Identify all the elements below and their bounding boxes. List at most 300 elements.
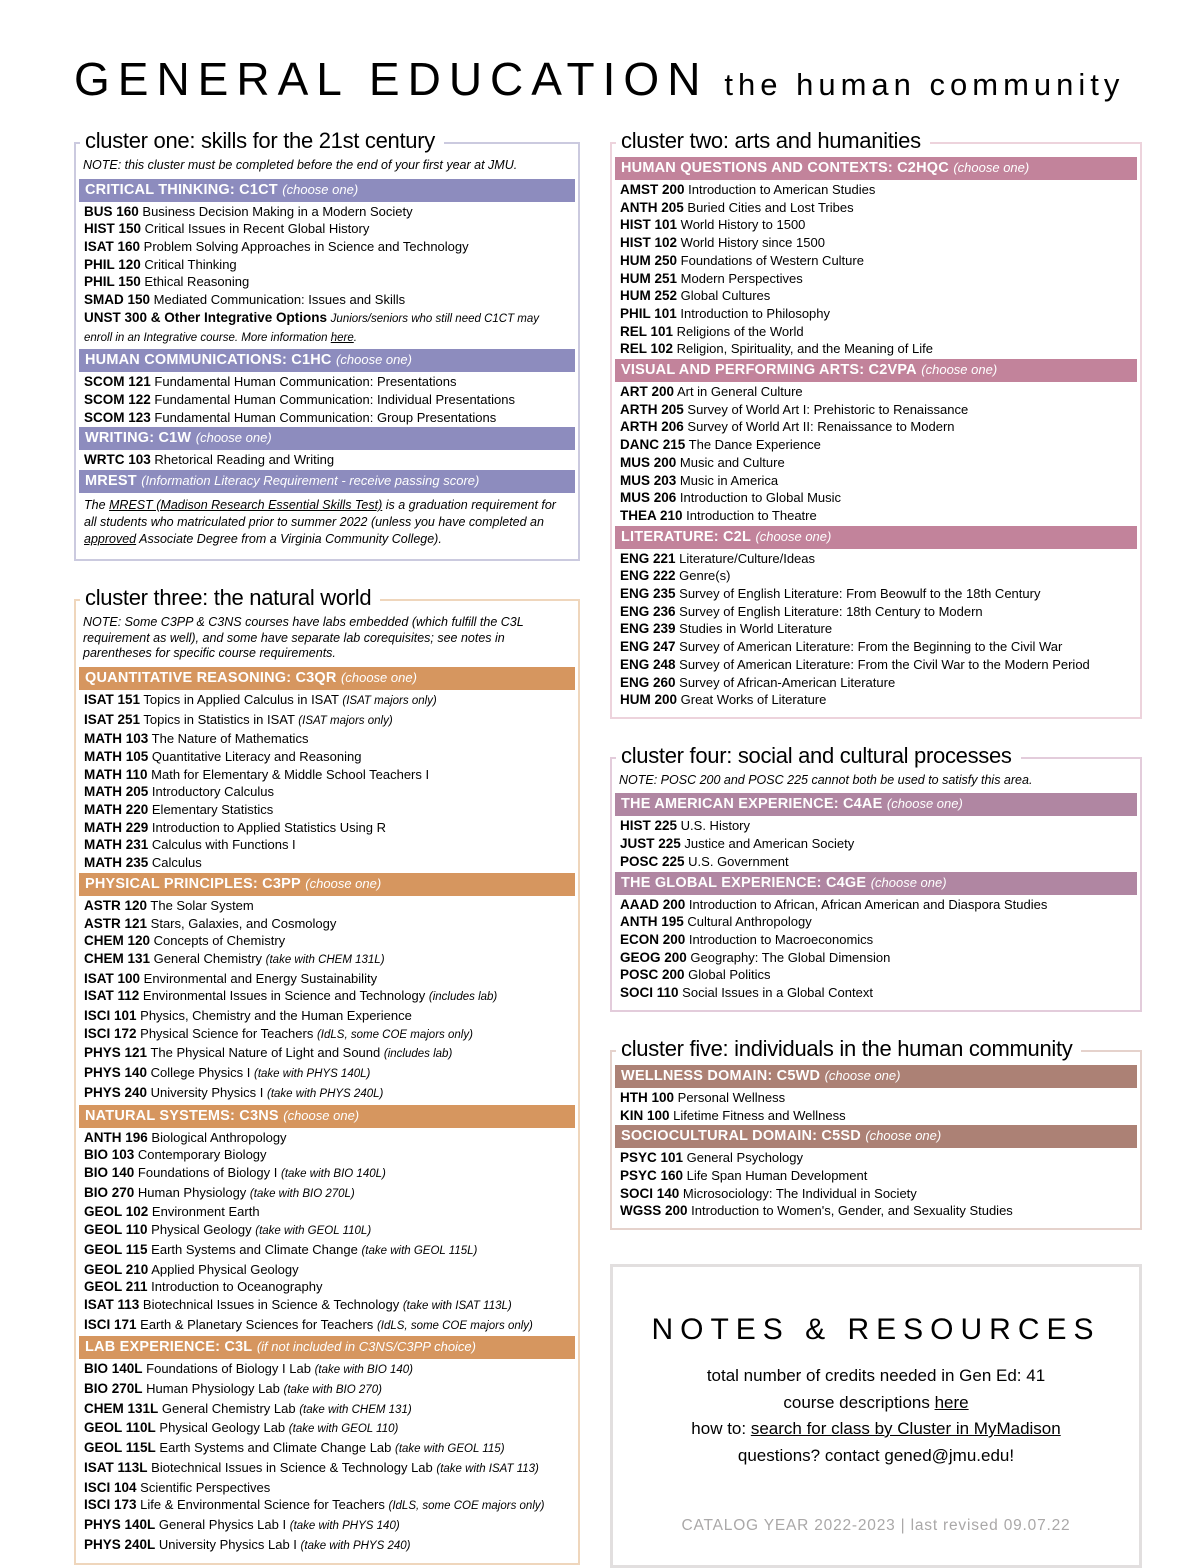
section-header-c1hc — [79, 349, 575, 372]
course-title: Literature/Culture/Ideas — [679, 550, 816, 566]
course-code: JUST 225 — [620, 836, 681, 852]
course-title: Physical Geology — [151, 1222, 252, 1238]
course-title: Introduction to American Studies — [688, 182, 876, 197]
course-title: Genre(s) — [679, 568, 731, 584]
course-code: GEOG 200 — [620, 949, 687, 965]
course-qualifier: (take with ISAT 113) — [436, 1462, 539, 1475]
course-title: Religions of the World — [676, 323, 804, 339]
course-code: GEOL 115 — [84, 1241, 148, 1257]
course-title: The Dance Experience — [688, 437, 821, 453]
notes-link[interactable]: search for class by Cluster in MyMadison — [750, 1419, 1061, 1439]
section-qualifier: (choose one) — [755, 528, 832, 544]
course-title: Math for Elementary & Middle School Teachers I — [151, 766, 430, 782]
section-header-c5sd — [615, 1125, 1137, 1148]
course-title: U.S. History — [680, 818, 750, 834]
course-code: PHYS 240 — [84, 1084, 148, 1100]
course-qualifier: (includes lab) — [428, 991, 498, 1004]
cluster-note: NOTE: Some C3PP & C3NS courses have labs embedded (which fulfill the C3L requirement as well), and some have separate lab corequisites; see notes in parentheses for specific course requirements. — [83, 615, 524, 661]
course-row — [79, 1278, 575, 1296]
course-code: MUS 206 — [620, 490, 677, 506]
course-code: POSC 225 — [620, 853, 685, 869]
course-row — [79, 711, 575, 731]
course-code: ARTH 206 — [620, 419, 684, 435]
course-title: Survey of World Art I: Prehistoric to Renaissance — [687, 401, 969, 417]
catalog-footer: CATALOG YEAR 2022-2023 | last revised 09.07.22 — [681, 1517, 1071, 1535]
cluster-two — [610, 128, 1142, 719]
course-code: MATH 235 — [84, 855, 149, 871]
course-code: AAAD 200 — [620, 896, 686, 912]
course-title: Buried Cities and Lost Tribes — [687, 199, 854, 215]
course-code: ART 200 — [620, 384, 675, 400]
course-row — [79, 291, 575, 309]
course-row — [79, 897, 575, 915]
course-code: HIST 102 — [620, 235, 678, 251]
course-qualifier: (take with BIO 270) — [283, 1384, 382, 1397]
course-title: Human Physiology — [137, 1184, 247, 1200]
course-row — [79, 203, 575, 221]
course-qualifier: Juniors/seniors who still need C1CT may enroll in an Integrative course. More information — [84, 312, 540, 345]
paragraph-link[interactable]: approved — [84, 531, 137, 546]
course-title: Introduction to Global Music — [679, 490, 842, 506]
course-title: General Chemistry Lab — [161, 1400, 296, 1416]
course-title: Ethical Reasoning — [144, 274, 250, 290]
course-title: Physical Geology Lab — [159, 1420, 286, 1436]
cluster-title: cluster four: social and cultural processes — [616, 743, 1021, 769]
course-title: Business Decision Making in a Modern Society — [142, 203, 413, 219]
course-code: PSYC 101 — [620, 1150, 684, 1166]
course-code: GEOL 115L — [84, 1440, 156, 1456]
course-code: ISAT 112 — [84, 988, 140, 1004]
course-title: Human Physiology Lab — [146, 1381, 280, 1397]
course-row — [615, 181, 1137, 199]
paragraph-link[interactable]: MREST (Madison Research Essential Skills Test) — [109, 497, 383, 512]
course-row — [615, 1107, 1137, 1125]
section-qualifier: (choose one) — [305, 875, 382, 891]
course-code: HIST 225 — [620, 818, 678, 834]
course-title: Microsociology: The Individual in Society — [682, 1185, 917, 1201]
course-title: Personal Wellness — [677, 1089, 786, 1105]
course-qualifier: (IdLS, some COE majors only) — [376, 1319, 533, 1332]
course-qualifier: (take with CHEM 131) — [299, 1403, 412, 1416]
notes-line — [631, 1390, 1121, 1417]
course-title: Religion, Spirituality, and the Meaning of Life — [676, 341, 933, 357]
course-title: Life & Environmental Science for Teachers — [140, 1497, 385, 1513]
course-row — [79, 256, 575, 274]
course-title: Topics in Statistics in ISAT — [143, 711, 295, 727]
course-qualifier: (ISAT majors only) — [298, 714, 393, 727]
course-row — [79, 854, 575, 872]
notes-line — [631, 1443, 1121, 1470]
course-title: Contemporary Biology — [137, 1147, 267, 1163]
course-code: BIO 270 — [84, 1184, 135, 1200]
course-code: PHYS 121 — [84, 1045, 148, 1061]
course-code: ISAT 100 — [84, 970, 141, 986]
left-column — [74, 128, 580, 1565]
course-row — [615, 1185, 1137, 1203]
course-title: Earth Systems and Climate Change — [151, 1241, 358, 1257]
course-row — [79, 1380, 575, 1400]
course-title: Biotechnical Issues in Science & Technology — [142, 1296, 400, 1312]
section-heading: WELLNESS DOMAIN: C5WD — [621, 1067, 821, 1084]
course-title: Introduction to Philosophy — [680, 305, 831, 321]
course-title: Music in America — [679, 472, 779, 488]
course-row — [79, 391, 575, 409]
section-heading: NATURAL SYSTEMS: C3NS — [85, 1107, 279, 1124]
course-title: Stars, Galaxies, and Cosmology — [150, 915, 337, 931]
course-title: Earth & Planetary Sciences for Teachers — [140, 1316, 374, 1332]
course-code: ISAT 113 — [84, 1296, 140, 1312]
course-row — [79, 1419, 575, 1439]
course-row — [79, 1221, 575, 1241]
course-code: PHIL 150 — [84, 274, 141, 290]
course-row — [79, 1129, 575, 1147]
course-code: BIO 140L — [84, 1361, 143, 1377]
course-code: PHYS 240L — [84, 1536, 156, 1552]
course-row — [615, 984, 1137, 1002]
course-row — [615, 550, 1137, 568]
cluster-title: cluster five: individuals in the human community — [616, 1036, 1081, 1062]
course-row — [79, 451, 575, 469]
course-title: Environmental and Energy Sustainability — [143, 970, 378, 986]
course-code: HUM 252 — [620, 288, 678, 304]
course-qualifier: (ISAT majors only) — [342, 694, 437, 707]
course-title: Global Politics — [688, 967, 771, 983]
course-code: HUM 250 — [620, 252, 678, 268]
course-row — [79, 220, 575, 238]
course-title: University Physics Lab I — [158, 1536, 297, 1552]
course-title: College Physics I — [150, 1065, 251, 1081]
course-qualifier: (take with CHEM 131L) — [265, 953, 385, 966]
course-qualifier: (take with GEOL 110) — [288, 1423, 399, 1436]
course-title: Foundations of Biology I Lab — [146, 1361, 311, 1377]
cluster-note: NOTE: this cluster must be completed before the end of your first year at JMU. — [83, 158, 518, 172]
course-title: Problem Solving Approaches in Science and Technology — [143, 238, 469, 254]
course-row — [79, 1439, 575, 1459]
course-row — [615, 216, 1137, 234]
course-code: ASTR 120 — [84, 897, 148, 913]
course-title: Fundamental Human Communication: Group Presentations — [154, 409, 497, 425]
course-title: Physics, Chemistry and the Human Experience — [140, 1008, 412, 1024]
course-title: Earth Systems and Climate Change Lab — [159, 1440, 392, 1456]
course-qualifier: . — [353, 332, 357, 345]
course-row — [79, 819, 575, 837]
course-row — [79, 373, 575, 391]
section-qualifier: (choose one) — [921, 362, 998, 378]
course-title: Topics in Applied Calculus in ISAT — [143, 691, 339, 707]
section-heading: HUMAN QUESTIONS AND CONTEXTS: C2HQC — [621, 160, 949, 176]
course-title: Introduction to Theatre — [686, 507, 817, 523]
course-row — [615, 835, 1137, 853]
course-row — [615, 691, 1137, 709]
course-title: Social Issues in a Global Context — [682, 985, 873, 1001]
course-row — [79, 1360, 575, 1380]
course-title: Scientific Perspectives — [140, 1479, 271, 1495]
course-title: Biological Anthropology — [151, 1129, 287, 1145]
course-row — [615, 656, 1137, 674]
course-title: Applied Physical Geology — [151, 1261, 299, 1277]
course-title: Introduction to Oceanography — [151, 1279, 323, 1295]
course-code: WGSS 200 — [620, 1203, 688, 1219]
course-row — [79, 1536, 575, 1556]
course-title: World History to 1500 — [680, 217, 806, 233]
course-code: BIO 270L — [84, 1381, 143, 1397]
course-row — [79, 1400, 575, 1420]
course-code: MUS 203 — [620, 472, 677, 488]
course-title: Critical Thinking — [144, 256, 237, 272]
course-row — [615, 966, 1137, 984]
course-qualifier: (take with ISAT 113L) — [402, 1299, 512, 1312]
course-code: MATH 229 — [84, 819, 149, 835]
course-title: Biotechnical Issues in Science & Technology Lab — [151, 1459, 433, 1475]
section-heading: MREST — [85, 472, 137, 489]
section-header-c1ct — [79, 179, 575, 202]
course-code: ENG 221 — [620, 550, 676, 566]
course-title: Survey of World Art II: Renaissance to Modern — [687, 419, 955, 435]
course-row — [79, 691, 575, 711]
course-row — [79, 836, 575, 854]
section-qualifier: (choose one) — [824, 1067, 901, 1083]
course-code: CHEM 120 — [84, 933, 151, 949]
course-code: ECON 200 — [620, 932, 686, 947]
course-title: General Psychology — [686, 1150, 804, 1166]
notes-link[interactable]: here — [934, 1392, 969, 1412]
section-heading: THE AMERICAN EXPERIENCE: C4AE — [621, 796, 883, 813]
section-heading: LITERATURE: C2L — [621, 528, 752, 545]
course-row — [79, 1316, 575, 1336]
course-code: MATH 105 — [84, 748, 149, 764]
course-title: Concepts of Chemistry — [153, 933, 286, 949]
section-qualifier: (if not included in C3NS/C3PP choice) — [256, 1339, 476, 1355]
cluster-note: NOTE: POSC 200 and POSC 225 cannot both be used to satisfy this area. — [619, 772, 1033, 787]
course-title: Environment Earth — [151, 1204, 260, 1220]
section-qualifier: (choose one) — [870, 874, 947, 890]
section-heading: WRITING: C1W — [85, 430, 192, 447]
section-header-c4ae — [615, 793, 1137, 816]
course-code: SOCI 110 — [620, 985, 679, 1001]
course-title: Art in General Culture — [676, 384, 803, 400]
course-code: UNST 300 & Other Integrative Options — [84, 309, 328, 325]
course-code: SCOM 123 — [84, 409, 151, 425]
section-qualifier: (choose one) — [865, 1128, 942, 1144]
course-code: KIN 100 — [620, 1107, 670, 1123]
course-title: Life Span Human Development — [686, 1167, 868, 1183]
course-title: Survey of English Literature: From Beowulf to the 18th Century — [679, 586, 1041, 602]
course-row — [79, 766, 575, 784]
course-row — [615, 340, 1137, 358]
paragraph-text: is a graduation requirement for all students who matriculated prior to summer 2022 (unless you have completed an — [84, 497, 556, 529]
page-title-row — [74, 52, 1142, 106]
course-row — [79, 309, 575, 348]
section-header-c5wd — [615, 1065, 1137, 1088]
section-qualifier: (choose one) — [282, 181, 359, 197]
course-qualifier: (includes lab) — [383, 1048, 453, 1061]
course-code: REL 102 — [620, 341, 674, 357]
section-header-c3qr — [79, 667, 575, 690]
course-title: Cultural Anthropology — [687, 914, 812, 930]
course-code: GEOL 110 — [84, 1222, 148, 1238]
section-header-mrest — [79, 470, 575, 493]
course-code: GEOL 102 — [84, 1204, 149, 1220]
course-row — [79, 1459, 575, 1479]
course-title: Introduction to African, African American and Diaspora Studies — [688, 896, 1048, 912]
course-row — [79, 1146, 575, 1164]
course-row — [615, 1202, 1137, 1220]
notes-text: course descriptions — [783, 1392, 935, 1412]
course-title: Introduction to Macroeconomics — [688, 932, 874, 947]
page-header — [74, 52, 1142, 106]
page-title: GENERAL EDUCATION — [74, 53, 709, 105]
course-code: ENG 260 — [620, 674, 676, 690]
course-code: MATH 110 — [84, 766, 148, 782]
course-qualifier: (IdLS, some COE majors only) — [388, 1500, 545, 1513]
course-code: ANTH 205 — [620, 199, 684, 215]
course-title: Quantitative Literacy and Reasoning — [151, 748, 362, 764]
course-code: MATH 231 — [84, 837, 149, 853]
course-title: Foundations of Western Culture — [680, 252, 864, 268]
course-title: Environmental Issues in Science and Technology — [142, 988, 426, 1004]
section-qualifier: (choose one) — [953, 160, 1030, 175]
course-code: THEA 210 — [620, 507, 683, 523]
section-heading: QUANTITATIVE REASONING: C3QR — [85, 669, 337, 686]
notes-lines — [631, 1363, 1121, 1469]
course-row — [79, 1241, 575, 1261]
course-code: WRTC 103 — [84, 452, 151, 468]
course-qualifier: (take with BIO 270L) — [249, 1187, 355, 1200]
course-code: MATH 220 — [84, 802, 149, 818]
section-header-c2hqc — [615, 157, 1137, 180]
section-qualifier: (choose one) — [283, 1107, 360, 1123]
course-title: Calculus — [151, 855, 202, 871]
course-row — [79, 950, 575, 970]
course-code: ISCI 101 — [84, 1008, 137, 1024]
course-title: Introduction to Applied Statistics Using R — [151, 819, 387, 835]
course-qualifier: (take with PHYS 240L) — [267, 1087, 384, 1100]
course-title: Modern Perspectives — [680, 270, 803, 286]
course-qualifier: (take with GEOL 115) — [395, 1443, 505, 1456]
course-row — [615, 287, 1137, 305]
course-code: MATH 205 — [84, 784, 149, 800]
section-heading: LAB EXPERIENCE: C3L — [85, 1339, 253, 1356]
course-code: CHEM 131L — [84, 1400, 159, 1416]
notes-resources-box — [610, 1264, 1142, 1568]
course-row — [615, 323, 1137, 341]
section-heading: PHYSICAL PRINCIPLES: C3PP — [85, 875, 301, 892]
course-code: GEOL 210 — [84, 1261, 149, 1277]
course-row — [615, 817, 1137, 835]
section-heading: THE GLOBAL EXPERIENCE: C4GE — [621, 874, 867, 891]
course-row — [79, 1516, 575, 1536]
right-column-clusters — [610, 128, 1142, 1230]
course-code: BUS 160 — [84, 203, 139, 219]
section-heading: SOCIOCULTURAL DOMAIN: C5SD — [621, 1128, 861, 1145]
course-qualifier: (take with PHYS 140) — [289, 1519, 400, 1532]
course-row — [615, 472, 1137, 490]
paragraph-text: Associate Degree from a Virginia Community College). — [136, 531, 442, 546]
course-code: SCOM 121 — [84, 374, 151, 390]
course-code: PHYS 140 — [84, 1065, 148, 1081]
section-qualifier: (choose one) — [341, 669, 417, 685]
course-code: ISAT 251 — [84, 711, 141, 727]
course-row — [615, 1149, 1137, 1167]
course-title: Physical Science for Teachers — [140, 1025, 314, 1041]
course-code: REL 101 — [620, 323, 674, 339]
course-qualifier: (take with GEOL 110L) — [255, 1225, 372, 1238]
course-row — [79, 1084, 575, 1104]
course-title: Introductory Calculus — [151, 784, 275, 800]
course-row — [615, 853, 1137, 871]
course-row — [615, 401, 1137, 419]
course-code: SCOM 122 — [84, 391, 151, 407]
section-qualifier: (Information Literacy Requirement - receive passing score) — [141, 472, 480, 488]
course-title: Survey of African-American Literature — [679, 674, 896, 690]
course-title: General Chemistry — [153, 950, 263, 966]
course-row — [615, 674, 1137, 692]
notes-text: how to: — [691, 1419, 751, 1439]
course-row — [79, 1203, 575, 1221]
course-row — [615, 896, 1137, 914]
course-code: POSC 200 — [620, 967, 685, 983]
section-heading: CRITICAL THINKING: C1CT — [85, 181, 278, 198]
course-title: Mediated Communication: Issues and Skills — [153, 292, 406, 308]
cluster-title: cluster one: skills for the 21st century — [80, 128, 444, 154]
course-title: Survey of American Literature: From the Beginning to the Civil War — [679, 639, 1063, 655]
section-header-c2l — [615, 526, 1137, 549]
course-code: ARTH 205 — [620, 401, 684, 417]
course-title: Foundations of Biology I — [137, 1165, 278, 1180]
course-row — [615, 507, 1137, 525]
more-information-link[interactable]: here — [330, 332, 354, 345]
course-row — [615, 270, 1137, 288]
course-code: ISAT 113L — [84, 1459, 148, 1475]
course-title: Rhetorical Reading and Writing — [154, 452, 335, 468]
course-title: Critical Issues in Recent Global History — [144, 221, 370, 237]
course-code: HIST 150 — [84, 221, 142, 237]
course-code: HUM 200 — [620, 692, 678, 708]
course-code: ISCI 172 — [84, 1025, 137, 1041]
course-row — [79, 1025, 575, 1045]
course-title: Justice and American Society — [684, 836, 855, 852]
course-code: HTH 100 — [620, 1089, 675, 1105]
course-code: PHIL 101 — [620, 305, 677, 321]
course-code: ENG 236 — [620, 603, 676, 619]
course-row — [79, 915, 575, 933]
course-code: ENG 222 — [620, 568, 676, 584]
course-title: Fundamental Human Communication: Individual Presentations — [154, 391, 515, 407]
course-title: Music and Culture — [679, 454, 785, 470]
course-row — [615, 585, 1137, 603]
section-header-c1w — [79, 427, 575, 450]
course-qualifier: (take with GEOL 115L) — [361, 1244, 478, 1257]
course-row — [615, 199, 1137, 217]
notes-line — [631, 1416, 1121, 1443]
cluster-four — [610, 742, 1142, 1012]
course-title: Fundamental Human Communication: Presentations — [154, 374, 457, 390]
course-row — [79, 1479, 575, 1497]
course-code: BIO 103 — [84, 1147, 135, 1163]
paragraph-text: The — [84, 497, 110, 512]
course-code: GEOL 211 — [84, 1279, 148, 1295]
cluster-title: cluster three: the natural world — [80, 585, 380, 611]
course-code: BIO 140 — [84, 1165, 135, 1180]
page-subtitle: the human community — [724, 67, 1125, 102]
section-header-c2vpa — [615, 359, 1137, 382]
course-title: U.S. Government — [688, 853, 789, 869]
course-row — [79, 970, 575, 988]
cluster-title: cluster two: arts and humanities — [616, 128, 930, 154]
course-code: HIST 101 — [620, 217, 678, 233]
section-paragraph — [79, 494, 575, 551]
course-title: Introduction to Women's, Gender, and Sexuality Studies — [691, 1203, 1013, 1219]
